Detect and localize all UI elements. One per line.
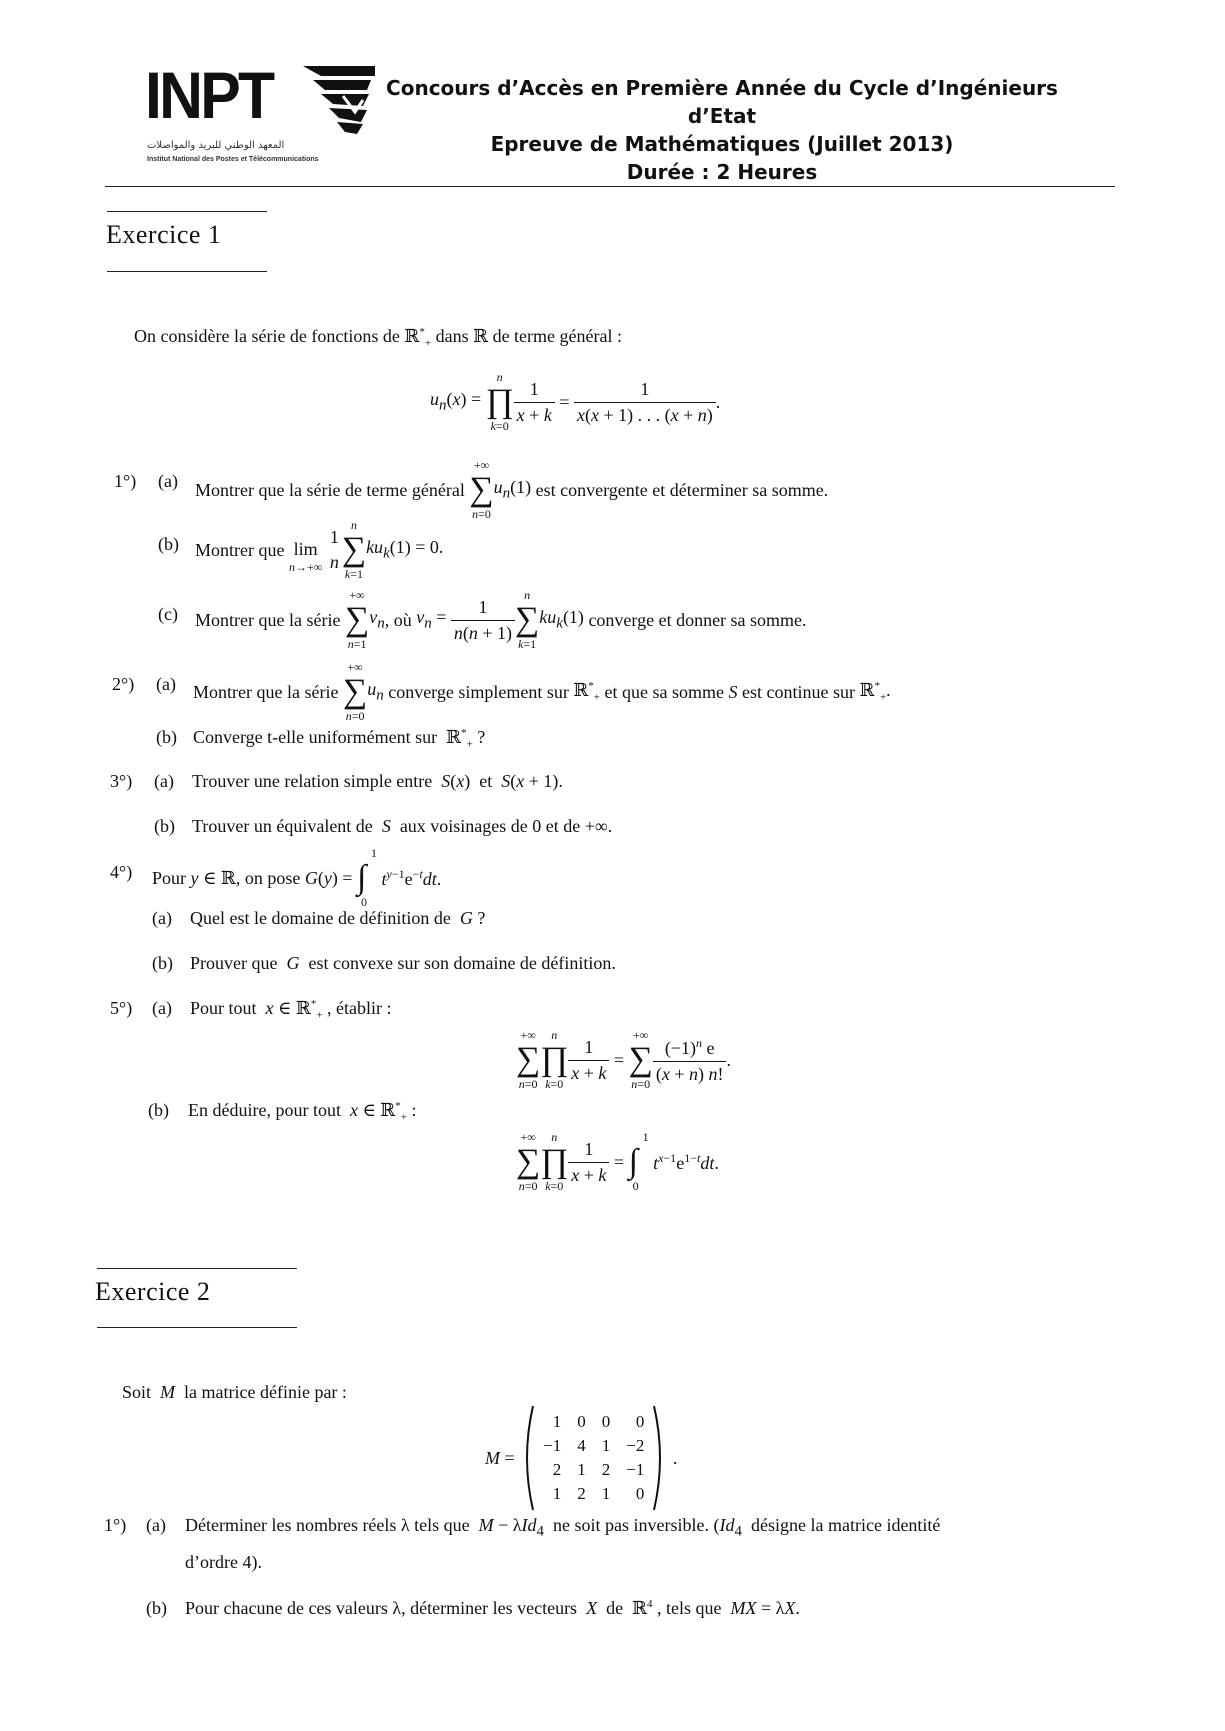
matrix-table [535, 1410, 652, 1506]
matrix-cell: 1 [552, 1412, 562, 1431]
exam-title: Concours d’Accès en Première Année du Cycle d’Ingénieurs d’Etat [386, 76, 1058, 128]
matrix-row [535, 1482, 652, 1506]
ex2-q1a-cont: d’ordre 4). [185, 1552, 262, 1572]
ex2-q1-number: 1°) [104, 1515, 127, 1535]
ex1-q2a-label: (a) [156, 674, 176, 694]
matrix-cell: 1 [577, 1460, 586, 1479]
ex1-q5b: En déduire, pour tout x ∈ ℝ*$_+$ : [188, 1100, 417, 1124]
ex1-q4b: Prouver que G est convexe sur son domaine de définition. [190, 953, 616, 973]
ex1-q1c: Montrer que la série +∞ ∑ n=1 $v_n$ , où $v_n$ = $\frac{1}{n(n + 1)}$ n ∑ k=1 $ku_k(1)$ converge et donner sa somme. [195, 588, 807, 651]
matrix-cell: 2 [552, 1460, 562, 1479]
matrix-cell: −1 [626, 1460, 645, 1479]
un-formula: $u_n(x)$ = n ∏ k=0 $\frac{1}{x + k}$ = $\frac{1}{x(x + 1) . . . (x + n)}$ . [430, 370, 721, 433]
q5b-formula: +∞ ∑ n=0 n ∏ k=0 $\frac{1}{x + k}$ = 1 ∫ 0 $t^{x-1}e^{1-t}dt$. [516, 1130, 719, 1193]
ex1-q3a: Trouver une relation simple entre S(x) et S(x + 1). [192, 771, 563, 791]
q5a-formula: +∞ ∑ n=0 n ∏ k=0 $\frac{1}{x + k}$ = +∞ ∑ n=0 $\frac{(-1)^n e}{(x + n) n!}$ . [516, 1028, 731, 1091]
matrix-row [535, 1410, 652, 1434]
ex1-q3-number: 3°) [110, 771, 133, 791]
ex1-q2b-label: (b) [156, 727, 177, 747]
ex1-q1b: Montrer que lim n→+∞ 1 n n ∑ k=1 $ku_k(1) = 0$. [195, 518, 444, 581]
exam-duration: Durée : 2 Heures [626, 160, 818, 184]
ex2-q1b: Pour chacune de ces valeurs λ, déterminer les vecteurs X de ℝ$^4$ , tels que MX = λX. [185, 1598, 800, 1618]
matrix-cell: −2 [626, 1436, 645, 1455]
ex1-intro: On considère la série de fonctions de ℝ*$_+$ dans ℝ de terme général : [134, 326, 622, 350]
ex1-q3b-label: (b) [154, 816, 175, 836]
matrix-cell: 1 [601, 1436, 611, 1455]
matrix-cell: 0 [577, 1412, 586, 1431]
ex1-q1a-label: (a) [158, 471, 178, 491]
inpt-logo [145, 58, 375, 170]
logo-wing-icon [303, 66, 375, 136]
ex1-q5-number: 5°) [110, 998, 133, 1018]
matrix-row [535, 1434, 652, 1458]
ex1-q5a: Pour tout x ∈ ℝ*$_+$ , établir : [190, 998, 392, 1022]
ex1-q3b: Trouver un équivalent de S aux voisinages de 0 et de +∞. [192, 816, 613, 836]
ex1-q5b-label: (b) [148, 1100, 169, 1120]
matrix-cell: −1 [543, 1436, 562, 1455]
ex1-q4a: Quel est le domaine de définition de G ? [190, 908, 486, 928]
ex1-q2-number: 2°) [112, 674, 135, 694]
ex1-q1b-label: (b) [158, 534, 179, 554]
logo-arabic-text: المعهد الوطني للبريد والمواصلات [147, 140, 285, 151]
header-divider [105, 186, 1115, 187]
logo-subtitle: Institut National des Postes et Télécommunications [147, 156, 319, 163]
left-paren-icon [519, 1404, 535, 1512]
matrix-cell: 1 [552, 1484, 562, 1503]
ex2-rule-bottom [97, 1327, 297, 1328]
ex2-q1a: Déterminer les nombres réels λ tels que M − λId$_4$ ne soit pas inversible. ($Id_4$ désigne la matrice identité [185, 1515, 941, 1540]
exam-header [382, 74, 1062, 186]
ex1-q4-number: 4°) [110, 862, 133, 882]
ex1-title: Exercice 1 [106, 220, 222, 249]
ex1-rule-top [107, 211, 267, 212]
logo-text: INPT [145, 58, 273, 132]
matrix-cell: 0 [635, 1412, 645, 1431]
matrix-cell: 0 [601, 1412, 611, 1431]
ex2-q1a-label: (a) [146, 1515, 166, 1535]
ex1-q3a-label: (a) [154, 771, 174, 791]
ex1-q4: Pour y ∈ ℝ , on pose G(y) = 1 ∫ 0 $t^{y-1}e^{-t}dt$. [152, 846, 442, 909]
matrix-row [535, 1458, 652, 1482]
matrix-cell: 2 [577, 1484, 586, 1503]
right-paren-icon [652, 1404, 668, 1512]
ex1-q2a: Montrer que la série +∞ ∑ n=0 $u_n$ converge simplement sur ℝ*$_+$ et que sa somme S est continue sur ℝ*$_+$. [193, 660, 891, 723]
ex2-intro: Soit M la matrice définie par : [122, 1382, 347, 1402]
ex1-q2b: Converge t-elle uniformément sur ℝ*$_+$ ? [193, 727, 486, 751]
ex2-title: Exercice 2 [95, 1277, 211, 1306]
ex1-q1a: Montrer que la série de terme général +∞ ∑ n=0 $u_n(1)$ est convergente et déterminer sa somme. [195, 458, 829, 521]
exam-subject: Epreuve de Mathématiques (Juillet 2013) [490, 132, 954, 156]
ex2-rule-top [97, 1268, 297, 1269]
matrix-cell: 4 [577, 1436, 586, 1455]
matrix-m: M = 1 0 0 0 −1 4 1 −2 2 1 2 −1 1 2 1 0 . [485, 1404, 677, 1512]
matrix-cell: 1 [601, 1484, 611, 1503]
ex1-rule-bottom [107, 271, 267, 272]
ex1-q1-number: 1°) [114, 471, 137, 491]
matrix-cell: 0 [635, 1484, 645, 1503]
ex1-q1c-label: (c) [158, 604, 178, 624]
matrix-cell: 2 [601, 1460, 611, 1479]
ex1-q4b-label: (b) [152, 953, 173, 973]
ex1-q5a-label: (a) [152, 998, 172, 1018]
ex1-q4a-label: (a) [152, 908, 172, 928]
ex2-q1b-label: (b) [146, 1598, 167, 1618]
